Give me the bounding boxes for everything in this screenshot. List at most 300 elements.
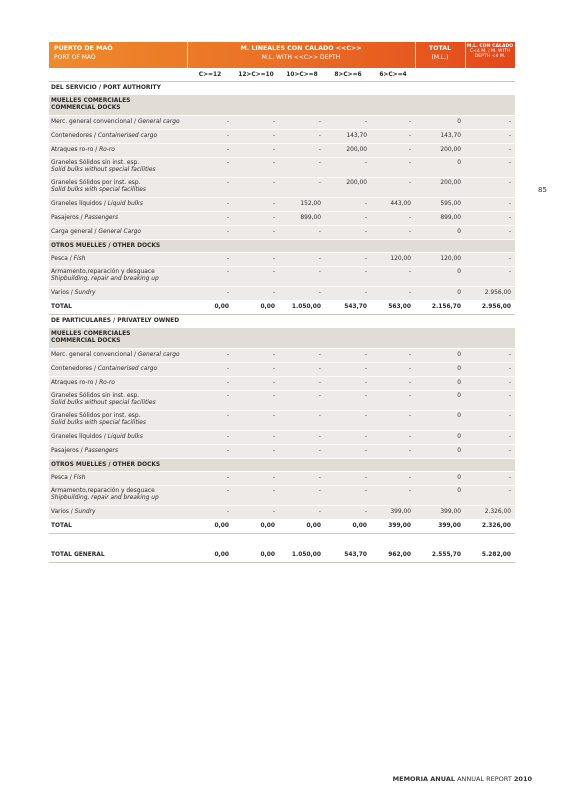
row-label-en: Solid bulks without special facilities	[51, 400, 156, 406]
value-cell: -	[233, 198, 279, 212]
row-label-en: General cargo	[137, 352, 180, 358]
lineales-heading-en: M.L. WITH <<C>> DEPTH	[261, 54, 341, 61]
value-cell: -	[187, 349, 233, 363]
column-header: 8>C>=6	[325, 69, 371, 82]
value-cell: -	[325, 349, 371, 363]
section-title-row	[49, 82, 515, 95]
row-label-en: Sundry	[74, 290, 96, 296]
value-cell: 200,00	[325, 178, 371, 198]
value-cell: -	[233, 226, 279, 240]
group-title-line: COMMERCIAL DOCKS	[51, 338, 121, 344]
total-heading	[415, 44, 465, 62]
value-cell: -	[279, 178, 325, 198]
section-total-row	[49, 301, 515, 315]
value-cell: -	[465, 363, 515, 377]
value-cell: 143,70	[415, 130, 465, 144]
value-cell: 0,00	[187, 549, 233, 563]
value-cell: 0	[415, 486, 465, 506]
value-cell: 2.326,00	[465, 520, 515, 534]
value-cell: -	[325, 431, 371, 445]
value-cell: 1.050,00	[279, 549, 325, 563]
value-cell: -	[233, 411, 279, 431]
value-cell: -	[187, 472, 233, 486]
section-title-row	[49, 315, 515, 328]
value-cell: 200,00	[415, 178, 465, 198]
value-cell: -	[233, 130, 279, 144]
value-cell: 543,70	[325, 301, 371, 315]
value-cell: -	[233, 178, 279, 198]
table-row	[49, 287, 515, 301]
grand-total-row	[49, 549, 515, 563]
value-cell: 0	[415, 363, 465, 377]
value-cell: -	[465, 445, 515, 459]
shallow-heading-line1: M.L. CON CALADO	[466, 44, 514, 49]
footer-title-en: ANNUAL REPORT	[457, 775, 512, 783]
value-cell: 120,00	[415, 253, 465, 267]
column-header-empty	[49, 69, 187, 82]
value-cell: -	[187, 212, 233, 226]
value-cell: 2.326,00	[465, 506, 515, 520]
total-heading-en: (M.L.)	[431, 54, 449, 61]
value-cell: 0	[415, 116, 465, 130]
row-label-es: Armamento,reparación y desguace	[51, 488, 155, 494]
value-cell: 200,00	[415, 144, 465, 158]
row-label	[49, 506, 187, 520]
value-cell: -	[279, 158, 325, 178]
value-cell: 0	[415, 267, 465, 287]
value-cell: -	[187, 198, 233, 212]
footer-year: 2010	[513, 775, 532, 783]
berth-length-table	[49, 69, 515, 563]
value-cell: -	[279, 130, 325, 144]
row-label	[49, 253, 187, 267]
value-cell: -	[187, 144, 233, 158]
value-cell: 2.956,00	[465, 301, 515, 315]
table-row	[49, 349, 515, 363]
value-cell: 1.050,00	[279, 301, 325, 315]
value-cell: -	[371, 349, 415, 363]
row-label-es: Graneles Sólidos por inst. esp.	[51, 413, 141, 419]
value-cell: -	[279, 226, 325, 240]
value-cell: -	[371, 431, 415, 445]
group-title	[49, 459, 515, 472]
group-title-row	[49, 459, 515, 472]
table-row	[49, 411, 515, 431]
value-cell: -	[465, 212, 515, 226]
value-cell: -	[465, 158, 515, 178]
row-label	[49, 349, 187, 363]
value-cell: 0,00	[233, 301, 279, 315]
value-cell: -	[279, 431, 325, 445]
footer-title-es: MEMORIA ANUAL	[392, 775, 455, 783]
value-cell: 0	[415, 226, 465, 240]
row-label-es: Atraques ro-ro /	[51, 147, 100, 153]
value-cell: -	[325, 158, 371, 178]
row-label-en: Shipbuilding, repair and breaking up	[51, 495, 159, 501]
value-cell: -	[325, 198, 371, 212]
value-cell: 0	[415, 287, 465, 301]
row-label-en: Ro-ro	[99, 380, 115, 386]
column-header-empty	[415, 69, 465, 82]
row-label	[49, 116, 187, 130]
table-row	[49, 267, 515, 287]
value-cell: -	[233, 144, 279, 158]
value-cell: -	[371, 226, 415, 240]
row-label-en: Sundry	[74, 509, 96, 515]
value-cell: 899,00	[279, 212, 325, 226]
value-cell: -	[465, 178, 515, 198]
row-label	[49, 158, 187, 178]
value-cell: -	[325, 116, 371, 130]
value-cell: -	[279, 411, 325, 431]
value-cell: 2.156,70	[415, 301, 465, 315]
section-title: DE PARTICULARES / PRIVATELY OWNED	[49, 315, 515, 328]
table-row	[49, 472, 515, 486]
value-cell: -	[371, 178, 415, 198]
row-label-es: Pesca /	[51, 475, 74, 481]
value-cell: 0,00	[279, 520, 325, 534]
row-label-en: Fish	[73, 256, 86, 262]
value-cell: -	[325, 287, 371, 301]
value-cell: 899,00	[415, 212, 465, 226]
group-title-line: OTROS MUELLES / OTHER DOCKS	[51, 461, 161, 468]
row-label-es: Graneles Sólidos sin inst. esp.	[51, 160, 140, 166]
table-row	[49, 445, 515, 459]
value-cell: 0	[415, 445, 465, 459]
port-heading	[54, 44, 113, 62]
value-cell: 595,00	[415, 198, 465, 212]
value-cell: -	[187, 445, 233, 459]
shallow-heading-line2: C<4 M. / M. WITH	[469, 49, 511, 55]
value-cell: -	[465, 226, 515, 240]
value-cell: -	[233, 486, 279, 506]
value-cell: -	[325, 472, 371, 486]
row-label	[49, 377, 187, 391]
value-cell: 0,00	[325, 520, 371, 534]
value-cell: -	[325, 212, 371, 226]
value-cell: -	[325, 391, 371, 411]
value-cell: 399,00	[371, 506, 415, 520]
value-cell: -	[371, 158, 415, 178]
row-label	[49, 130, 187, 144]
value-cell: 143,70	[325, 130, 371, 144]
group-title	[49, 328, 515, 349]
column-header: 10>C>=8	[279, 69, 325, 82]
row-label-es: Graneles líquidos /	[51, 434, 108, 440]
value-cell: -	[233, 158, 279, 178]
value-cell: -	[233, 445, 279, 459]
value-cell: -	[325, 411, 371, 431]
group-title-line: MUELLES COMERCIALES	[51, 331, 131, 337]
row-label-en: Liquid bulks	[107, 434, 143, 440]
value-cell: -	[465, 377, 515, 391]
value-cell: -	[465, 349, 515, 363]
value-cell: 0	[415, 349, 465, 363]
value-cell: -	[187, 363, 233, 377]
value-cell: -	[371, 486, 415, 506]
value-cell: -	[325, 445, 371, 459]
row-label-es: Pasajeros /	[51, 215, 85, 221]
value-cell: 0,00	[187, 520, 233, 534]
value-cell: -	[233, 116, 279, 130]
section-total-row	[49, 520, 515, 534]
value-cell: -	[279, 116, 325, 130]
row-label-en: Solid bulks with special facilities	[51, 420, 146, 426]
total-heading-es: TOTAL	[428, 45, 452, 52]
table-row	[49, 486, 515, 506]
value-cell: 152,00	[279, 198, 325, 212]
value-cell: -	[233, 349, 279, 363]
value-cell: -	[187, 486, 233, 506]
value-cell: -	[279, 377, 325, 391]
group-title-row	[49, 240, 515, 253]
value-cell: -	[279, 144, 325, 158]
row-label-en: Shipbuilding, repair and breaking up	[51, 276, 159, 282]
value-cell: -	[187, 287, 233, 301]
row-label-en: Containerised cargo	[97, 133, 158, 139]
row-label	[49, 391, 187, 411]
value-cell: -	[325, 363, 371, 377]
value-cell: -	[325, 486, 371, 506]
row-label-es: Varios /	[51, 509, 75, 515]
value-cell: -	[233, 267, 279, 287]
footer	[393, 775, 532, 783]
row-label-es: Atraques ro-ro /	[51, 380, 100, 386]
value-cell: -	[371, 144, 415, 158]
table-header-band	[49, 42, 515, 68]
value-cell: -	[465, 267, 515, 287]
page-number: 85	[538, 186, 547, 194]
total-label: TOTAL	[49, 520, 187, 534]
column-header-row	[49, 69, 515, 82]
value-cell: -	[233, 253, 279, 267]
value-cell: -	[279, 506, 325, 520]
value-cell: -	[187, 158, 233, 178]
value-cell: -	[187, 267, 233, 287]
value-cell: 120,00	[371, 253, 415, 267]
total-label: TOTAL	[49, 301, 187, 315]
value-cell: -	[465, 431, 515, 445]
port-heading-en: PORT OF MAÓ	[54, 54, 96, 61]
value-cell: -	[371, 377, 415, 391]
value-cell: 0	[415, 472, 465, 486]
grand-total-label: TOTAL GENERAL	[49, 549, 187, 563]
row-label-es: Pesca /	[51, 256, 74, 262]
table-row	[49, 130, 515, 144]
value-cell: -	[233, 391, 279, 411]
column-header: 12>C>=10	[233, 69, 279, 82]
group-title	[49, 240, 515, 253]
row-label-es: Armamento,reparación y desguace	[51, 269, 155, 275]
value-cell: -	[325, 506, 371, 520]
row-label	[49, 212, 187, 226]
value-cell: -	[233, 212, 279, 226]
row-label-es: Pasajeros /	[51, 448, 85, 454]
value-cell: -	[371, 267, 415, 287]
group-title-line: OTROS MUELLES / OTHER DOCKS	[51, 242, 161, 249]
value-cell: -	[465, 198, 515, 212]
value-cell: -	[371, 130, 415, 144]
value-cell: -	[187, 391, 233, 411]
value-cell: 200,00	[325, 144, 371, 158]
table-row	[49, 198, 515, 212]
value-cell: -	[187, 116, 233, 130]
value-cell: -	[371, 445, 415, 459]
value-cell: -	[187, 411, 233, 431]
value-cell: -	[371, 212, 415, 226]
row-label-en: Solid bulks without special facilities	[51, 167, 156, 173]
table-row	[49, 391, 515, 411]
value-cell: -	[371, 472, 415, 486]
value-cell: -	[371, 411, 415, 431]
value-cell: -	[465, 130, 515, 144]
table-row	[49, 116, 515, 130]
row-label-en: Passengers	[84, 448, 119, 454]
value-cell: -	[187, 431, 233, 445]
table-row	[49, 144, 515, 158]
value-cell: -	[465, 144, 515, 158]
row-label	[49, 445, 187, 459]
spacer-row	[49, 534, 515, 549]
row-label-es: Carga general /	[51, 229, 99, 235]
value-cell: -	[465, 253, 515, 267]
value-cell: -	[279, 287, 325, 301]
row-label-en: Solid bulks with special facilities	[51, 187, 146, 193]
value-cell: -	[279, 253, 325, 267]
value-cell: -	[465, 116, 515, 130]
row-label-es: Graneles líquidos /	[51, 201, 108, 207]
value-cell: 0	[415, 411, 465, 431]
row-label-en: Passengers	[84, 215, 119, 221]
value-cell: -	[233, 472, 279, 486]
port-heading-es: PUERTO DE MAÓ	[54, 45, 113, 52]
value-cell: -	[187, 226, 233, 240]
value-cell: 0	[415, 158, 465, 178]
row-label	[49, 486, 187, 506]
column-header-empty	[465, 69, 515, 82]
value-cell: -	[279, 349, 325, 363]
table-row	[49, 377, 515, 391]
row-label-en: General Cargo	[98, 229, 141, 235]
value-cell: -	[233, 287, 279, 301]
value-cell: -	[279, 472, 325, 486]
shallow-heading-line3: DEPTH <4 M.	[474, 54, 506, 60]
row-label-en: Containerised cargo	[97, 366, 158, 372]
group-title-row	[49, 328, 515, 349]
value-cell: -	[279, 486, 325, 506]
value-cell: 962,00	[371, 549, 415, 563]
row-label-es: Contenedores /	[51, 133, 98, 139]
table-row	[49, 253, 515, 267]
value-cell: -	[465, 411, 515, 431]
row-label	[49, 363, 187, 377]
value-cell: -	[325, 253, 371, 267]
row-label	[49, 267, 187, 287]
value-cell: 0,00	[187, 301, 233, 315]
value-cell: -	[279, 267, 325, 287]
value-cell: 399,00	[415, 520, 465, 534]
row-label-en: General cargo	[137, 119, 180, 125]
section-title: DEL SERVICIO / PORT AUTHORITY	[49, 82, 515, 95]
row-label	[49, 226, 187, 240]
value-cell: 443,00	[371, 198, 415, 212]
value-cell: -	[187, 377, 233, 391]
value-cell: -	[371, 116, 415, 130]
group-title-row	[49, 95, 515, 116]
table-row	[49, 212, 515, 226]
value-cell: -	[465, 486, 515, 506]
value-cell: 0,00	[233, 549, 279, 563]
value-cell: 399,00	[371, 520, 415, 534]
row-label	[49, 144, 187, 158]
row-label-en: Liquid bulks	[107, 201, 143, 207]
value-cell: 0,00	[233, 520, 279, 534]
group-title	[49, 95, 515, 116]
table-row	[49, 431, 515, 445]
table-row	[49, 226, 515, 240]
column-header: 6>C>=4	[371, 69, 415, 82]
value-cell: 543,70	[325, 549, 371, 563]
row-label-es: Graneles Sólidos por inst. esp.	[51, 180, 141, 186]
lineales-heading	[187, 44, 415, 62]
column-header: C>=12	[187, 69, 233, 82]
shallow-heading	[465, 44, 515, 60]
row-label	[49, 472, 187, 486]
row-label-en: Fish	[73, 475, 86, 481]
table-row	[49, 158, 515, 178]
value-cell: 2.956,00	[465, 287, 515, 301]
value-cell: -	[465, 472, 515, 486]
row-label	[49, 287, 187, 301]
value-cell: -	[325, 267, 371, 287]
spacer-cell	[49, 534, 515, 549]
value-cell: -	[187, 253, 233, 267]
value-cell: -	[279, 391, 325, 411]
value-cell: -	[371, 391, 415, 411]
value-cell: 5.282,00	[465, 549, 515, 563]
value-cell: -	[187, 130, 233, 144]
row-label-es: Merc. general convencional /	[51, 352, 138, 358]
group-title-line: MUELLES COMERCIALES	[51, 98, 131, 104]
row-label	[49, 178, 187, 198]
value-cell: -	[233, 431, 279, 445]
value-cell: 563,00	[371, 301, 415, 315]
value-cell: -	[279, 445, 325, 459]
value-cell: 399,00	[415, 506, 465, 520]
table-row	[49, 178, 515, 198]
value-cell: -	[279, 363, 325, 377]
row-label-es: Contenedores /	[51, 366, 98, 372]
row-label	[49, 431, 187, 445]
value-cell: -	[233, 363, 279, 377]
group-title-line: COMMERCIAL DOCKS	[51, 105, 121, 111]
value-cell: -	[371, 287, 415, 301]
value-cell: -	[233, 377, 279, 391]
row-label-es: Graneles Sólidos sin inst. esp.	[51, 393, 140, 399]
value-cell: -	[187, 178, 233, 198]
table-row	[49, 363, 515, 377]
row-label	[49, 198, 187, 212]
value-cell: -	[371, 363, 415, 377]
value-cell: -	[325, 226, 371, 240]
row-label-es: Varios /	[51, 290, 75, 296]
value-cell: 0	[415, 377, 465, 391]
lineales-heading-es: M. LINEALES CON CALADO <<C>>	[240, 45, 362, 52]
table-row	[49, 506, 515, 520]
value-cell: 0	[415, 431, 465, 445]
value-cell: -	[465, 391, 515, 411]
value-cell: 2.555,70	[415, 549, 465, 563]
